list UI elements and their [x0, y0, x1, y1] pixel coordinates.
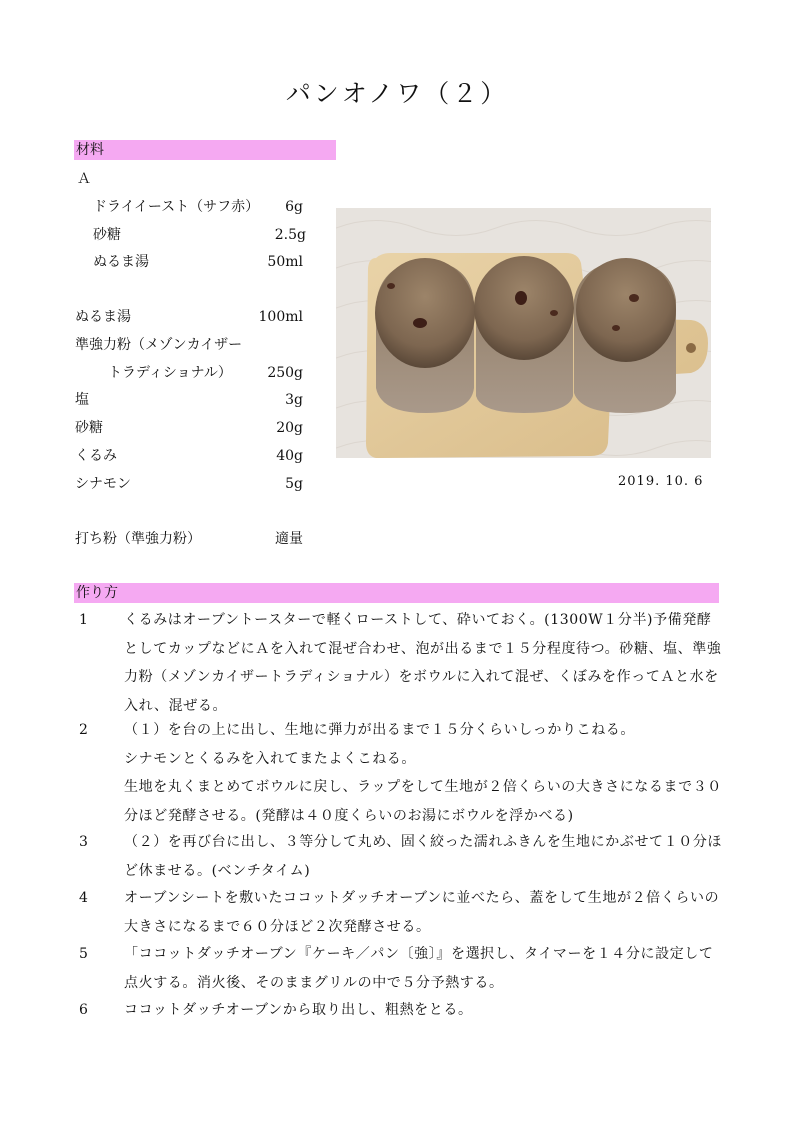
ingredient-name: くるみ — [75, 448, 117, 464]
ingredient-row — [75, 530, 303, 548]
step-text: （２）を再び台に出し、３等分して丸め、固く絞った濡れふきんを生地にかぶせて１０分ほど休ませる。(ベンチタイム) — [124, 834, 723, 879]
method-step — [74, 940, 724, 997]
ingredient-amount: 適量 — [275, 531, 303, 547]
step-number: 3 — [79, 834, 88, 850]
ingredient-name: ぬるま湯 — [93, 254, 149, 270]
step-text: オーブンシートを敷いたココットダッチオーブンに並べたら、蓋をして生地が２倍くらいの大きさになるまで６０分ほど２次発酵させる。 — [124, 890, 720, 935]
step-number: 1 — [79, 612, 88, 628]
step-text: 「ココットダッチオーブン『ケーキ／パン〔強〕』を選択し、タイマーを１４分に設定して点火する。消火後、そのままグリルの中で５分予熱する。 — [124, 946, 714, 991]
ingredient-name: ぬるま湯 — [75, 309, 131, 325]
step-text: （１）を台の上に出し、生地に弾力が出るまで１５分くらいしっかりこねる。 シナモンとくるみを入れてまたよくこねる。 生地を丸くまとめてボウルに戻し、ラップをして生地が２倍くらいの大きさになるまで３０分ほど発酵させる。(発酵は４０度くらいのお湯にボウルを浮かべる) — [124, 722, 722, 824]
ingredient-row — [75, 419, 303, 437]
ingredient-amount: 6g — [285, 199, 303, 215]
ingredient-row — [75, 336, 303, 354]
method-header: 作り方 — [74, 583, 719, 603]
ingredient-row — [93, 226, 306, 244]
method-step — [74, 828, 724, 885]
ingredient-amount: 2.5g — [274, 227, 306, 243]
ingredient-amount: 5g — [285, 476, 303, 492]
ingredient-amount: 50ml — [267, 254, 303, 270]
ingredient-name: トラディショナル） — [108, 365, 232, 381]
ingredient-amount: 20g — [276, 420, 303, 436]
bread-photo-illustration — [336, 208, 711, 458]
step-number: 6 — [79, 1002, 88, 1018]
method-step — [74, 884, 724, 941]
ingredient-name: 砂糖 — [93, 227, 121, 243]
ingredient-row — [93, 198, 303, 216]
ingredient-row — [75, 475, 303, 493]
step-number: 5 — [79, 946, 88, 962]
bread-photo — [336, 208, 711, 458]
group-a-label: Ａ — [77, 171, 91, 187]
ingredient-name: 塩 — [75, 392, 89, 408]
step-number: 4 — [79, 890, 88, 906]
ingredient-row — [75, 391, 303, 409]
method-step — [74, 716, 724, 830]
ingredient-row — [108, 364, 303, 382]
ingredient-name: シナモン — [75, 476, 131, 492]
ingredient-name: 砂糖 — [75, 420, 103, 436]
photo-date: 2019. 10. 6 — [618, 474, 704, 489]
step-text: くるみはオーブントースターで軽くローストして、砕いておく。(1300W１分半)予備発酵としてカップなどにＡを入れて混ぜ合わせ、泡が出るまで１５分程度待つ。砂糖、塩、準強力粉（メゾンカイザートラディショナル）をボウルに入れて混ぜ、くぼみを作ってＡと水を入れ、混ぜる。 — [124, 612, 722, 714]
ingredient-name: 準強力粉（メゾンカイザー — [75, 337, 243, 353]
method-step — [74, 606, 724, 720]
page-title: パンオノワ（２） — [285, 79, 509, 108]
ingredient-amount: 40g — [276, 448, 303, 464]
method-step — [74, 996, 724, 1025]
step-text: ココットダッチオーブンから取り出し、粗熱をとる。 — [124, 1002, 473, 1018]
ingredient-amount: 3g — [285, 392, 303, 408]
step-number: 2 — [79, 722, 88, 738]
ingredient-amount: 100ml — [258, 309, 303, 325]
ingredients-header: 材料 — [74, 140, 336, 160]
ingredient-row — [93, 253, 303, 271]
ingredient-name: ドライイースト（サフ赤） — [93, 199, 260, 215]
ingredient-amount: 250g — [267, 365, 303, 381]
ingredient-row — [75, 447, 303, 465]
ingredient-name: 打ち粉（準強力粉） — [75, 531, 201, 547]
ingredient-row — [75, 308, 303, 326]
